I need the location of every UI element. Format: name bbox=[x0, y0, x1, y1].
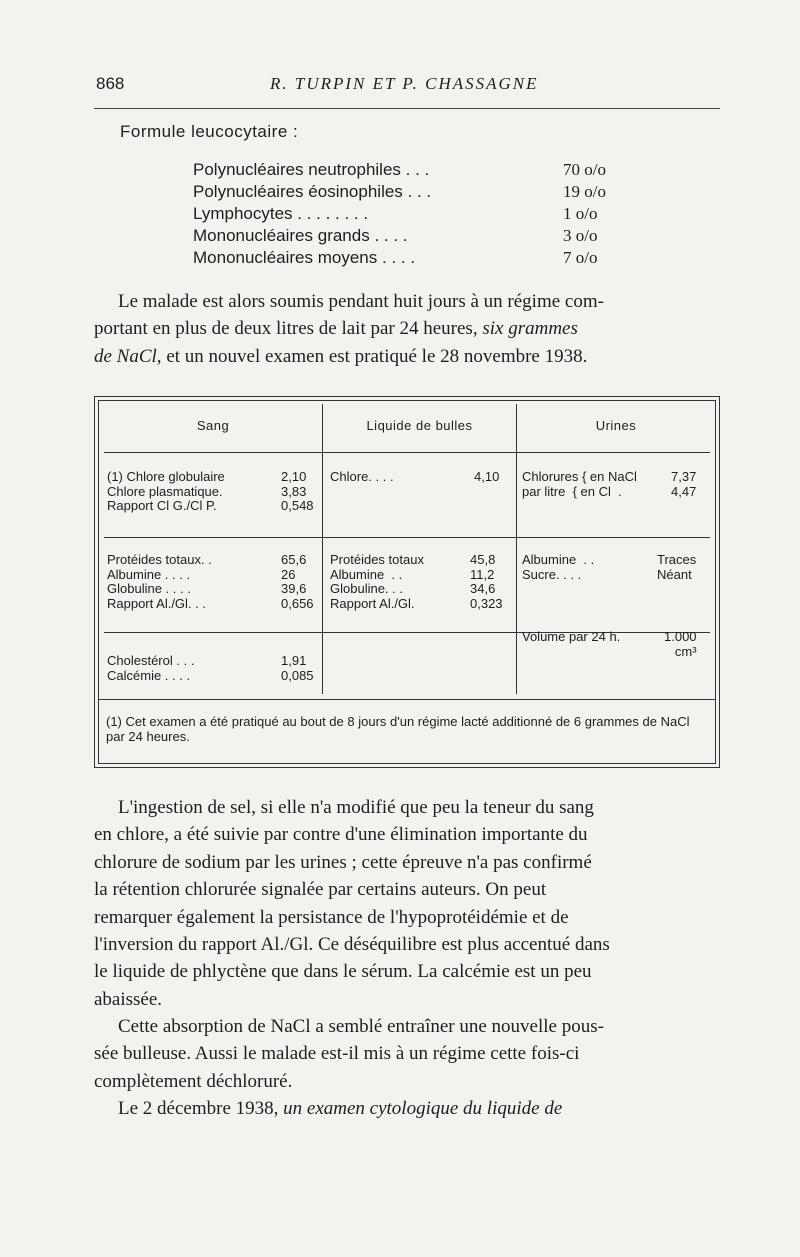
paragraph-line: l'inversion du rapport Al./Gl. Ce déséquilibre est plus accentué dans bbox=[94, 933, 610, 955]
paragraph-text: et un nouvel examen est pratiqué le 28 novembre 1938. bbox=[161, 345, 588, 367]
paragraph-line: Cette absorption de NaCl a semblé entraîner une nouvelle pous- bbox=[118, 1016, 604, 1037]
paragraph-december bbox=[94, 1095, 720, 1122]
formula-row bbox=[193, 226, 633, 248]
formula-row-value: 70 o/o bbox=[563, 160, 606, 179]
urines-volume-label: Volume par 24 h. bbox=[522, 629, 621, 644]
paragraph-italic: un examen cytologique du liquide de bbox=[283, 1098, 563, 1119]
liquide-proteides-values: 45,8 11,2 34,6 0,323 bbox=[470, 552, 503, 611]
table-header-sang: Sang bbox=[196, 418, 230, 433]
paragraph-text: portant en plus de deux litres de lait par 24 heures, bbox=[94, 318, 483, 340]
liquide-proteides-labels: Protéides totaux Albumine . . Globuline. . . Rapport Al./Gl. bbox=[330, 552, 424, 611]
sang-cholesterol-values: 1,91 0,085 bbox=[281, 653, 314, 683]
paragraph-line: L'ingestion de sel, si elle n'a modifié que peu la teneur du sang bbox=[118, 797, 594, 818]
header-rule bbox=[94, 108, 720, 109]
page-number: 868 bbox=[96, 74, 125, 93]
formula-row bbox=[193, 160, 633, 182]
formula-row bbox=[193, 204, 633, 226]
table-rule bbox=[99, 699, 715, 700]
sang-chlore-labels: (1) Chlore globulaire Chlore plasmatique. Rapport Cl G./Cl P. bbox=[107, 469, 225, 513]
sang-proteides-labels: Protéides totaux. . Albumine . . . . Globuline . . . . Rapport Al./Gl. . . bbox=[107, 552, 212, 611]
paragraph-line: abaissée. bbox=[94, 988, 163, 1010]
sang-chlore-values: 2,10 3,83 0,548 bbox=[281, 469, 314, 513]
formula-row bbox=[193, 182, 633, 204]
paragraph-italic: de NaCl, bbox=[94, 345, 162, 367]
formula-row-label: Polynucléaires éosinophiles . . . bbox=[193, 182, 432, 201]
paragraph-line: la rétention chlorurée signalée par certains auteurs. On peut bbox=[94, 879, 547, 901]
table-divider bbox=[516, 404, 517, 694]
paragraph-regime bbox=[94, 288, 720, 370]
urines-chlorures-labels: Chlorures { en NaCl par litre { en Cl . bbox=[522, 469, 637, 499]
paragraph-line bbox=[94, 343, 720, 370]
paragraph-line: remarquer également la persistance de l'hypoprotéidémie et de bbox=[94, 906, 569, 928]
paragraph-line: en chlore, a été suivie par contre d'une élimination importante du bbox=[94, 824, 588, 846]
liquide-chlore-label: Chlore. . . . bbox=[330, 469, 394, 484]
formula-row-value: 7 o/o bbox=[563, 248, 598, 267]
table-divider bbox=[322, 404, 323, 694]
formula-row-value: 19 o/o bbox=[563, 182, 606, 201]
formula-row bbox=[193, 248, 633, 270]
formula-row-label: Mononucléaires grands . . . . bbox=[193, 226, 408, 245]
paragraph-ingestion bbox=[94, 794, 720, 1013]
paragraph-absorption bbox=[94, 1013, 720, 1095]
table-footnote: (1) Cet examen a été pratiqué au bout de 8 jours d'un régime lacté additionné de 6 grammes de NaCl par 24 heures. bbox=[106, 714, 690, 744]
formula-row-label: Polynucléaires neutrophiles . . . bbox=[193, 160, 430, 179]
paragraph-line: le liquide de phlyctène que dans le sérum. La calcémie est un peu bbox=[94, 961, 592, 983]
table-header-urines: Urines bbox=[595, 418, 637, 433]
paragraph-italic: six grammes bbox=[482, 318, 578, 340]
urines-chlorures-values: 7,37 4,47 bbox=[671, 469, 697, 499]
table-rule bbox=[104, 452, 710, 453]
paragraph-line: chlorure de sodium par les urines ; cette épreuve n'a pas confirmé bbox=[94, 851, 592, 873]
table-header-liquide: Liquide de bulles bbox=[366, 418, 473, 433]
formula-row-label: Mononucléaires moyens . . . . bbox=[193, 248, 416, 267]
paragraph-line: complètement déchloruré. bbox=[94, 1070, 293, 1092]
paragraph-line: Le malade est alors soumis pendant huit jours à un régime com- bbox=[118, 291, 604, 312]
urines-volume-value: 1.000 cm³ bbox=[664, 629, 697, 659]
formula-row-value: 3 o/o bbox=[563, 226, 598, 245]
running-title: R. TURPIN ET P. CHASSAGNE bbox=[270, 74, 539, 93]
formula-row-value: 1 o/o bbox=[563, 204, 598, 223]
paragraph-line bbox=[94, 1095, 720, 1122]
sang-proteides-values: 65,6 26 39,6 0,656 bbox=[281, 552, 314, 611]
paragraph-text: Le 2 décembre 1938, bbox=[118, 1098, 284, 1119]
urines-albumine-values: Traces Néant bbox=[657, 552, 697, 582]
paragraph-line bbox=[94, 315, 720, 342]
urines-albumine-labels: Albumine . . Sucre. . . . bbox=[522, 552, 595, 582]
liquide-chlore-value: 4,10 bbox=[474, 469, 500, 484]
formula-row-label: Lymphocytes . . . . . . . . bbox=[193, 204, 369, 223]
sang-cholesterol-labels: Cholestérol . . . Calcémie . . . . bbox=[107, 653, 195, 683]
formula-label: Formule leucocytaire : bbox=[120, 122, 299, 141]
table-rule bbox=[104, 537, 710, 538]
paragraph-line: sée bulleuse. Aussi le malade est-il mis à un régime cette fois-ci bbox=[94, 1043, 580, 1065]
